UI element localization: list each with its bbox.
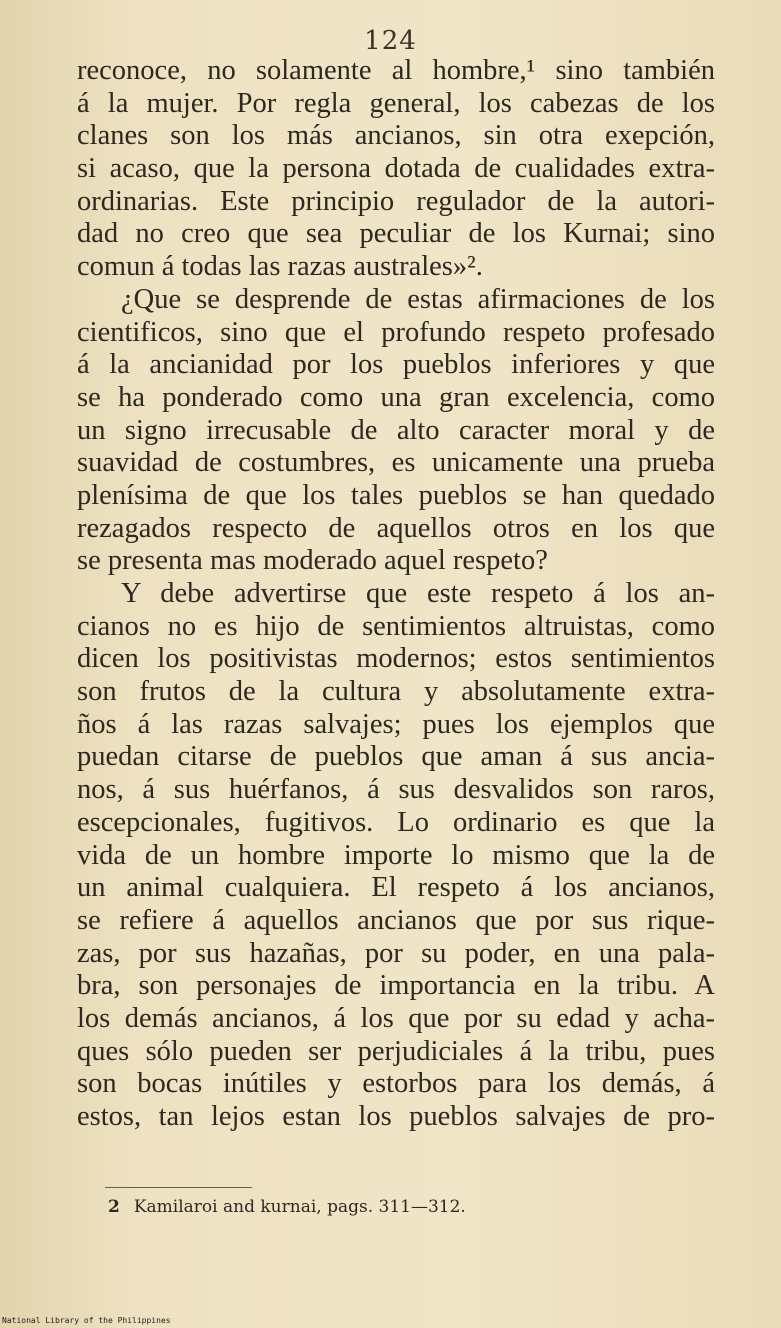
- text-line: plenísima de que los tales pueblos se han quedado: [77, 479, 715, 511]
- text-line: son bocas inútiles y estorbos para los demás, á: [77, 1068, 715, 1100]
- text-line: clanes son los más ancianos, sin otra exepción,: [77, 120, 715, 152]
- text-line: se refiere á aquellos ancianos que por sus rique-: [77, 904, 715, 936]
- text-line: se ha ponderado como una gran excelencia, como: [77, 381, 715, 413]
- text-line: los demás ancianos, á los que por su edad y acha-: [77, 1002, 715, 1034]
- text-line: rezagados respecto de aquellos otros en los que: [77, 512, 715, 544]
- text-line: nos, á sus huérfanos, á sus desvalidos son raros,: [77, 774, 715, 806]
- body-text: [77, 55, 715, 1134]
- text-line: á la mujer. Por regla general, los cabezas de los: [77, 87, 715, 119]
- text-line: vida de un hombre importe lo mismo que la de: [77, 839, 715, 871]
- text-line: suavidad de costumbres, es unicamente una prueba: [77, 447, 715, 479]
- text-line: ños á las razas salvajes; pues los ejemplos que: [77, 708, 715, 740]
- text-line: á la ancianidad por los pueblos inferiores y que: [77, 349, 715, 381]
- text-line: ¿Que se desprende de estas afirmaciones de los: [121, 283, 715, 315]
- footnote-number: 2: [108, 1197, 120, 1217]
- text-line: si acaso, que la persona dotada de cualidades extra-: [77, 153, 715, 185]
- text-line: cianos no es hijo de sentimientos altruistas, como: [77, 610, 715, 642]
- text-line: estos, tan lejos estan los pueblos salvajes de pro-: [77, 1101, 715, 1132]
- text-line: cientificos, sino que el profundo respeto profesado: [77, 316, 715, 348]
- text-line: dicen los positivistas modernos; estos sentimientos: [77, 643, 715, 675]
- text-line: ordinarias. Este principio regulador de la autori-: [77, 185, 715, 217]
- text-line: ques sólo pueden ser perjudiciales á la tribu, pues: [77, 1035, 715, 1067]
- footnote-divider: [105, 1187, 252, 1188]
- footnote: [108, 1197, 628, 1217]
- text-line: comun á todas las razas australes»².: [77, 251, 483, 283]
- text-line: son frutos de la cultura y absolutamente extra-: [77, 676, 715, 708]
- page-number: 124: [364, 26, 417, 56]
- text-line: escepcionales, fugitivos. Lo ordinario es que la: [77, 806, 715, 838]
- footnote-text: Kamilaroi and kurnai, pags. 311—312.: [133, 1197, 466, 1217]
- text-line: zas, por sus hazañas, por su poder, en una pala-: [77, 937, 715, 969]
- text-line: se presenta mas moderado aquel respeto?: [77, 545, 548, 577]
- text-line: un animal cualquiera. El respeto á los ancianos,: [77, 872, 715, 904]
- text-line: un signo irrecusable de alto caracter moral y de: [77, 414, 715, 446]
- text-line: dad no creo que sea peculiar de los Kurnai; sino: [77, 218, 715, 250]
- text-line: reconoce, no solamente al hombre,¹ sino también: [77, 55, 715, 86]
- text-line: puedan citarse de pueblos que aman á sus ancia-: [77, 741, 715, 773]
- library-watermark-text: National Library of the Philippines: [2, 1316, 171, 1325]
- text-line: Y debe advertirse que este respeto á los an-: [121, 578, 715, 609]
- text-line: bra, son personajes de importancia en la tribu. A: [77, 970, 715, 1002]
